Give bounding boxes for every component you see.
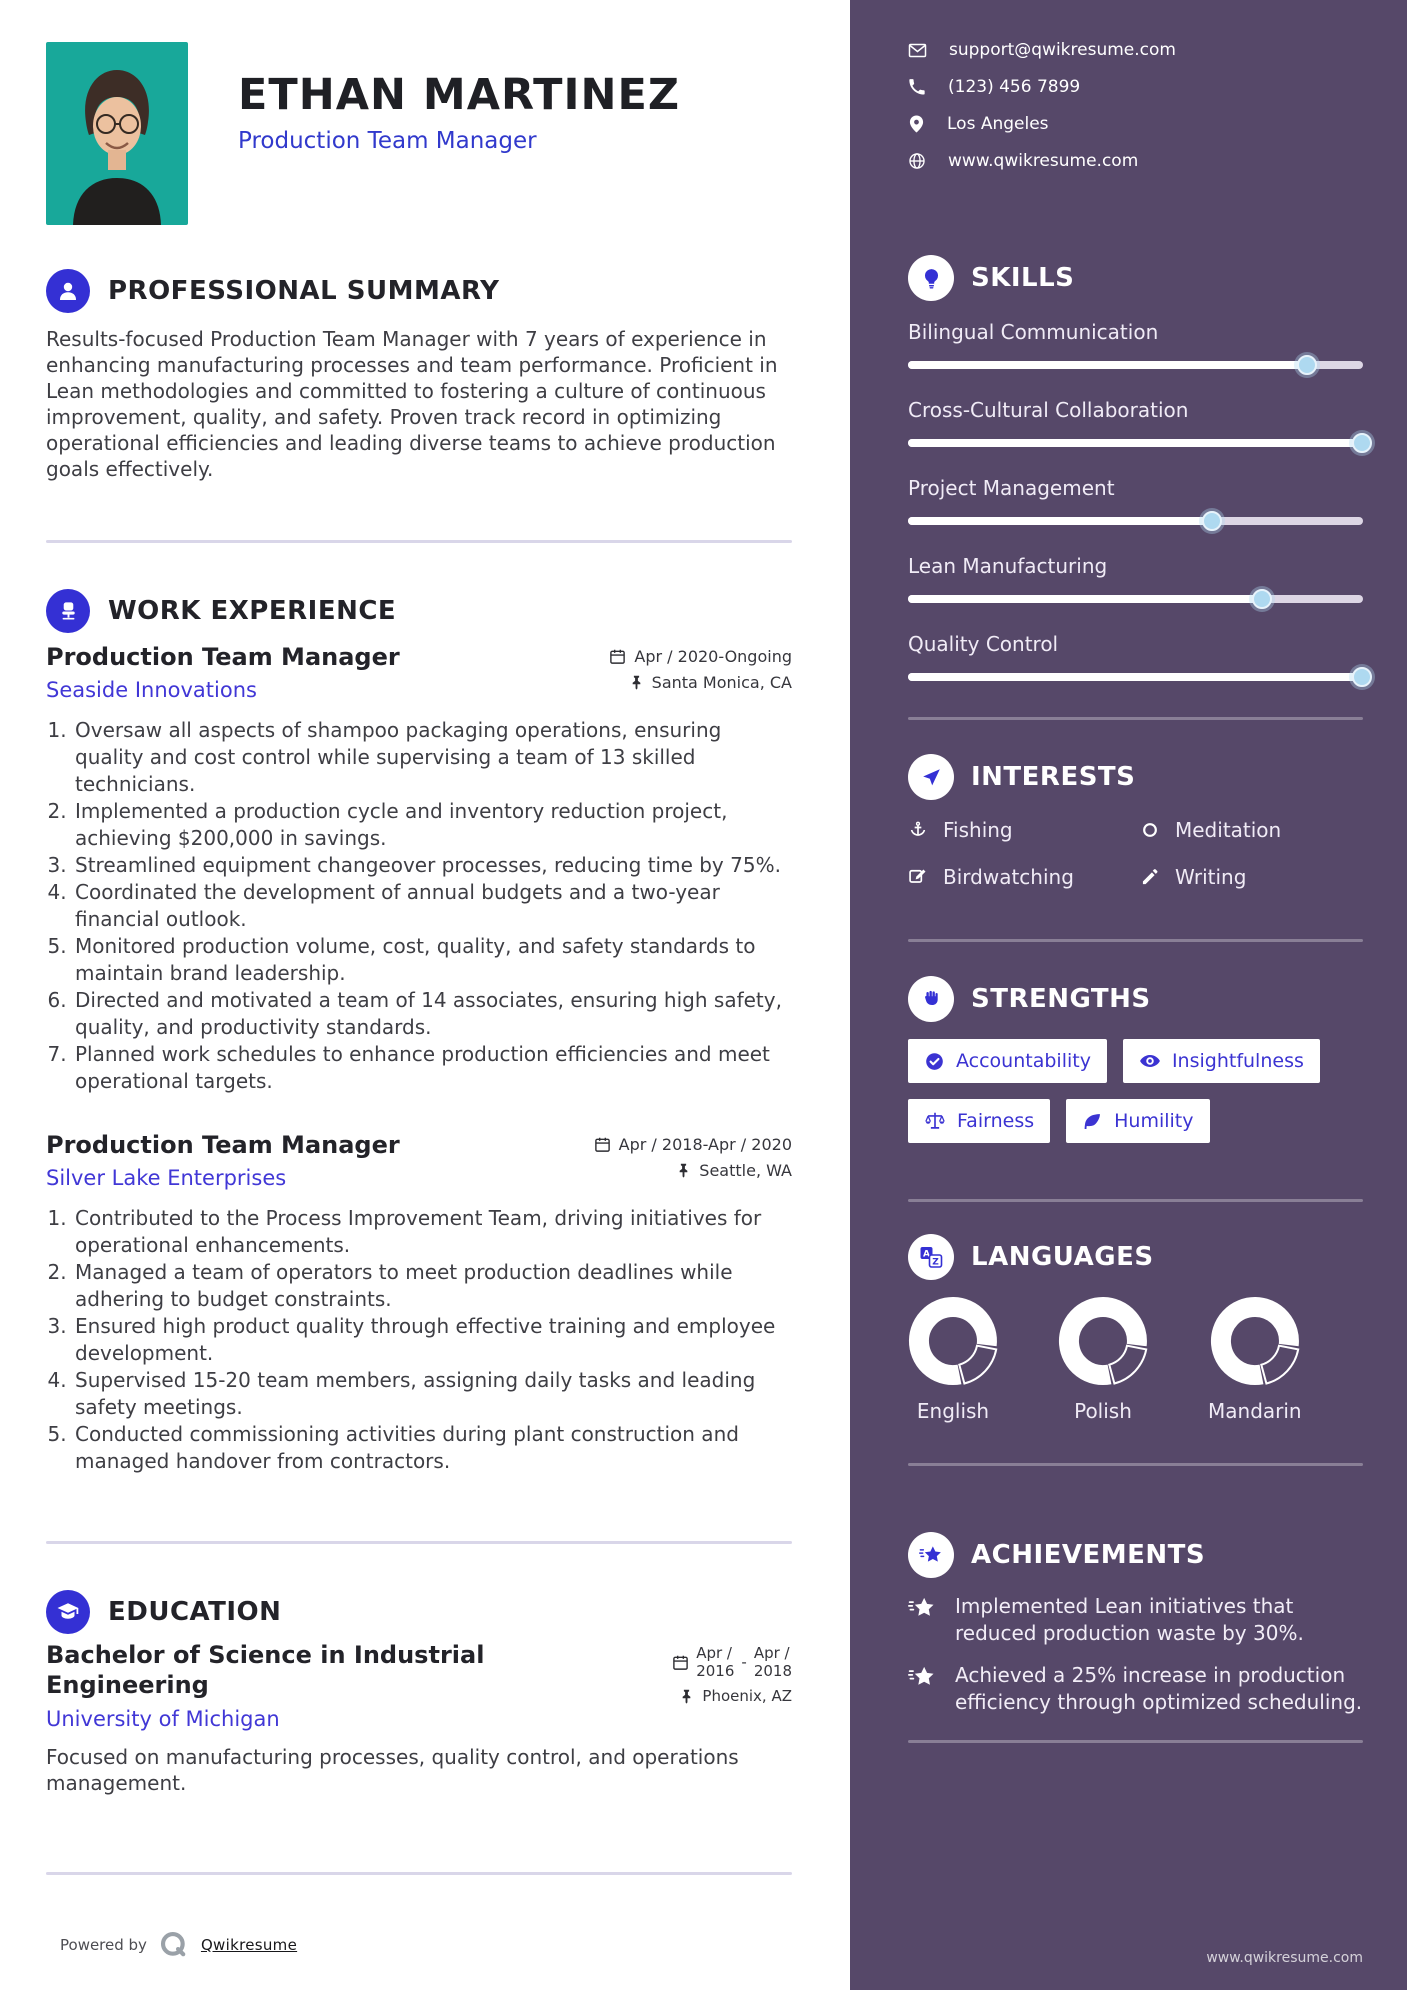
summary-section-icon bbox=[46, 269, 90, 313]
identity-header bbox=[46, 42, 792, 225]
divider bbox=[46, 540, 792, 543]
qwikresume-brand-link[interactable]: Qwikresume bbox=[200, 1936, 298, 1954]
education-description: Focused on manufacturing processes, quality control, and operations management. bbox=[46, 1745, 739, 1795]
location-text: Los Angeles bbox=[947, 114, 1049, 134]
interest-label: Fishing bbox=[943, 818, 1013, 842]
skill-item bbox=[908, 398, 1363, 453]
job-bullet: 7. Planned work schedules to enhance production efficiencies and meet operational targets. bbox=[73, 1041, 792, 1095]
interest-label: Writing bbox=[1175, 865, 1247, 889]
job-bullet: 3. Streamlined equipment changeover processes, reducing time by 75%. bbox=[73, 852, 792, 879]
leaf-icon bbox=[1082, 1111, 1103, 1132]
language-label: English bbox=[916, 1399, 990, 1423]
website-link[interactable]: www.qwikresume.com bbox=[948, 151, 1139, 171]
job-location: Santa Monica, CA bbox=[629, 673, 792, 692]
strength-label: Fairness bbox=[957, 1110, 1035, 1132]
skill-slider[interactable] bbox=[908, 589, 1363, 609]
school-link[interactable]: University of Michigan bbox=[46, 1707, 280, 1731]
fist-icon bbox=[920, 988, 942, 1010]
work-section bbox=[46, 589, 792, 1475]
phone-text: (123) 456 7899 bbox=[948, 77, 1081, 97]
achievement-text: Achieved a 25% increase in production efficiency through optimized scheduling. bbox=[955, 1663, 1363, 1714]
contact-website bbox=[908, 151, 1363, 171]
skill-label: Lean Manufacturing bbox=[908, 554, 1108, 578]
strength-chip bbox=[908, 1039, 1107, 1083]
job-bullet: 4. Supervised 15-20 team members, assigning daily tasks and leading safety meetings. bbox=[73, 1367, 792, 1421]
language-item bbox=[908, 1296, 998, 1423]
language-donut-chart bbox=[908, 1296, 998, 1386]
sidebar-divider bbox=[908, 1463, 1363, 1466]
interest-item bbox=[1140, 865, 1363, 889]
job-bullet: 2. Managed a team of operators to meet production deadlines while adhering to budget constraints. bbox=[73, 1259, 792, 1313]
skills-section-icon bbox=[908, 255, 954, 301]
svg-text:Z: Z bbox=[932, 1257, 939, 1268]
strengths-section bbox=[908, 976, 1363, 1143]
strength-chip bbox=[1066, 1099, 1209, 1143]
powered-by-footer bbox=[46, 1930, 792, 1960]
language-donut-chart bbox=[1058, 1296, 1148, 1386]
calendar-icon bbox=[594, 1136, 611, 1153]
strengths-heading: STRENGTHS bbox=[971, 984, 1151, 1014]
skills-section bbox=[908, 255, 1363, 687]
calendar-icon bbox=[609, 648, 626, 665]
translate-icon bbox=[919, 1245, 943, 1269]
job-bullet: 5. Monitored production volume, cost, quality, and safety standards to maintain brand leadership. bbox=[73, 933, 792, 987]
globe-icon bbox=[908, 152, 926, 170]
company-link[interactable]: Seaside Innovations bbox=[46, 678, 257, 702]
pushpin-icon bbox=[629, 675, 644, 690]
pushpin-icon bbox=[679, 1689, 694, 1704]
shooting-star-icon bbox=[919, 1543, 943, 1567]
ring-icon bbox=[1140, 820, 1160, 840]
sidebar-divider bbox=[908, 1740, 1363, 1743]
pushpin-icon bbox=[676, 1163, 691, 1178]
person-icon bbox=[56, 279, 80, 303]
candidate-title: Production Team Manager bbox=[238, 128, 537, 155]
slider-knob[interactable] bbox=[1297, 355, 1317, 375]
skill-slider[interactable] bbox=[908, 433, 1363, 453]
achievements-section-icon bbox=[908, 1532, 954, 1578]
job-bullet: 3. Ensured high product quality through effective training and employee development. bbox=[73, 1313, 792, 1367]
languages-charts bbox=[908, 1296, 1363, 1423]
job-bullet: 1. Contributed to the Process Improvement Team, driving initiatives for operational enhancements. bbox=[73, 1205, 792, 1259]
slider-knob[interactable] bbox=[1252, 589, 1272, 609]
achievement-text: Implemented Lean initiatives that reduced production waste by 30%. bbox=[955, 1594, 1304, 1645]
sidebar-divider bbox=[908, 1199, 1363, 1202]
email-link[interactable]: support@qwikresume.com bbox=[949, 40, 1176, 60]
skill-label: Project Management bbox=[908, 476, 1115, 500]
envelope-icon bbox=[908, 41, 927, 60]
strength-label: Accountability bbox=[956, 1050, 1091, 1072]
company-link[interactable]: Silver Lake Enterprises bbox=[46, 1166, 287, 1190]
interest-item bbox=[908, 865, 1140, 889]
skill-slider[interactable] bbox=[908, 355, 1363, 375]
anchor-icon bbox=[908, 820, 928, 840]
skill-label: Quality Control bbox=[908, 632, 1059, 656]
job-bullets bbox=[46, 717, 792, 1095]
qwikresume-logo-icon bbox=[159, 1930, 189, 1960]
work-section-icon bbox=[46, 589, 90, 633]
degree-title: Bachelor of Science in Industrial Engineering bbox=[46, 1641, 485, 1699]
pencil-square-icon bbox=[908, 867, 928, 887]
education-location: Phoenix, AZ bbox=[679, 1687, 792, 1705]
graduation-cap-icon bbox=[56, 1600, 80, 1624]
slider-knob[interactable] bbox=[1202, 511, 1222, 531]
interest-label: Meditation bbox=[1175, 818, 1282, 842]
svg-text:A: A bbox=[923, 1249, 930, 1260]
sidebar-footer-url: www.qwikresume.com bbox=[1206, 1950, 1363, 1966]
sidebar-divider bbox=[908, 717, 1363, 720]
language-item bbox=[1058, 1296, 1148, 1423]
contact-location bbox=[908, 114, 1363, 134]
sidebar bbox=[850, 0, 1407, 1990]
identity-text bbox=[238, 42, 680, 225]
achievement-item bbox=[908, 1662, 1363, 1716]
profile-photo-illustration bbox=[46, 42, 188, 225]
education-section bbox=[46, 1590, 792, 1816]
job-dates: Apr / 2018-Apr / 2020 bbox=[594, 1135, 792, 1154]
skill-slider[interactable] bbox=[908, 511, 1363, 531]
slider-knob[interactable] bbox=[1352, 667, 1372, 687]
education-section-icon bbox=[46, 1590, 90, 1634]
achievements-section bbox=[908, 1532, 1363, 1716]
strength-label: Insightfulness bbox=[1171, 1050, 1304, 1072]
calendar-icon bbox=[672, 1654, 689, 1671]
work-heading: WORK EXPERIENCE bbox=[108, 596, 397, 626]
skill-label: Bilingual Communication bbox=[908, 320, 1159, 344]
map-pin-icon bbox=[908, 115, 925, 133]
languages-section bbox=[908, 1234, 1363, 1423]
job-bullet: 1. Oversaw all aspects of shampoo packaging operations, ensuring quality and cost control while supervising a team of 13 skilled technicians. bbox=[73, 717, 792, 798]
powered-by-label: Powered by bbox=[60, 1936, 147, 1954]
profile-photo bbox=[46, 42, 188, 225]
shooting-star-icon bbox=[908, 1664, 936, 1690]
divider bbox=[46, 1872, 792, 1875]
interest-label: Birdwatching bbox=[943, 865, 1074, 889]
job-location: Seattle, WA bbox=[676, 1161, 792, 1180]
candidate-name: ETHAN MARTINEZ bbox=[238, 70, 681, 120]
achievements-heading: ACHIEVEMENTS bbox=[971, 1540, 1206, 1570]
slider-knob[interactable] bbox=[1352, 433, 1372, 453]
phone-icon bbox=[908, 78, 926, 96]
strength-chip bbox=[1123, 1039, 1320, 1083]
skill-label: Cross-Cultural Collaboration bbox=[908, 398, 1189, 422]
scale-icon bbox=[924, 1110, 946, 1132]
check-circle-icon bbox=[924, 1051, 945, 1072]
interests-section bbox=[908, 754, 1363, 889]
job-bullets bbox=[46, 1205, 792, 1475]
language-donut-chart bbox=[1210, 1296, 1300, 1386]
summary-text: Results-focused Production Team Manager with 7 years of experience in enhancing manufacturing processes and team performance. Proficient in Lean methodologies and committed to fostering a culture of continuous improvement, quality, and safety. Proven track record in optimizing operational efficiencies and leading diverse teams to achieve production goals effectively. bbox=[46, 327, 778, 481]
job-bullet: 2. Implemented a production cycle and inventory reduction project, achieving $200,000 in savings. bbox=[73, 798, 792, 852]
skill-item bbox=[908, 554, 1363, 609]
strength-chip bbox=[908, 1099, 1050, 1143]
language-item bbox=[1208, 1296, 1302, 1423]
lightbulb-icon bbox=[920, 267, 943, 290]
eye-icon bbox=[1139, 1050, 1161, 1072]
shooting-star-icon bbox=[908, 1595, 936, 1621]
contact-email bbox=[908, 40, 1363, 60]
job-bullet: 4. Coordinated the development of annual budgets and a two-year financial outlook. bbox=[73, 879, 792, 933]
interest-item bbox=[1140, 818, 1363, 842]
summary-section bbox=[46, 269, 792, 502]
job-bullet: 6. Directed and motivated a team of 14 associates, ensuring high safety, quality, and productivity standards. bbox=[73, 987, 792, 1041]
strength-label: Humility bbox=[1114, 1110, 1194, 1132]
job-title: Production Team Manager bbox=[46, 643, 400, 671]
job-entry bbox=[46, 643, 792, 1095]
language-label: Polish bbox=[1074, 1399, 1132, 1423]
interests-grid bbox=[908, 818, 1363, 889]
language-label: Mandarin bbox=[1208, 1399, 1302, 1423]
job-title: Production Team Manager bbox=[46, 1131, 400, 1159]
skill-slider[interactable] bbox=[908, 667, 1363, 687]
divider bbox=[46, 1541, 792, 1544]
skills-heading: SKILLS bbox=[971, 263, 1075, 293]
languages-heading: LANGUAGES bbox=[971, 1242, 1154, 1272]
job-entry bbox=[46, 1131, 792, 1475]
sidebar-divider bbox=[908, 939, 1363, 942]
interests-heading: INTERESTS bbox=[971, 762, 1136, 792]
office-chair-icon bbox=[57, 600, 80, 623]
strength-chips bbox=[908, 1039, 1348, 1143]
job-bullet: 5. Conducted commissioning activities during plant construction and managed handover from contractors. bbox=[73, 1421, 792, 1475]
skill-item bbox=[908, 320, 1363, 375]
skill-item bbox=[908, 632, 1363, 687]
paper-plane-icon bbox=[921, 767, 942, 788]
summary-heading: PROFESSIONAL SUMMARY bbox=[108, 276, 500, 306]
pencil-icon bbox=[1140, 867, 1160, 887]
achievement-item bbox=[908, 1593, 1363, 1647]
skill-item bbox=[908, 476, 1363, 531]
education-dates: Apr / 2016 - Apr / 2018 bbox=[672, 1644, 792, 1680]
languages-section-icon bbox=[908, 1234, 954, 1280]
interests-section-icon bbox=[908, 754, 954, 800]
contact-phone bbox=[908, 77, 1363, 97]
strengths-section-icon bbox=[908, 976, 954, 1022]
education-heading: EDUCATION bbox=[108, 1597, 282, 1627]
job-dates: Apr / 2020-Ongoing bbox=[609, 647, 792, 666]
interest-item bbox=[908, 818, 1140, 842]
contact-list bbox=[908, 40, 1363, 171]
